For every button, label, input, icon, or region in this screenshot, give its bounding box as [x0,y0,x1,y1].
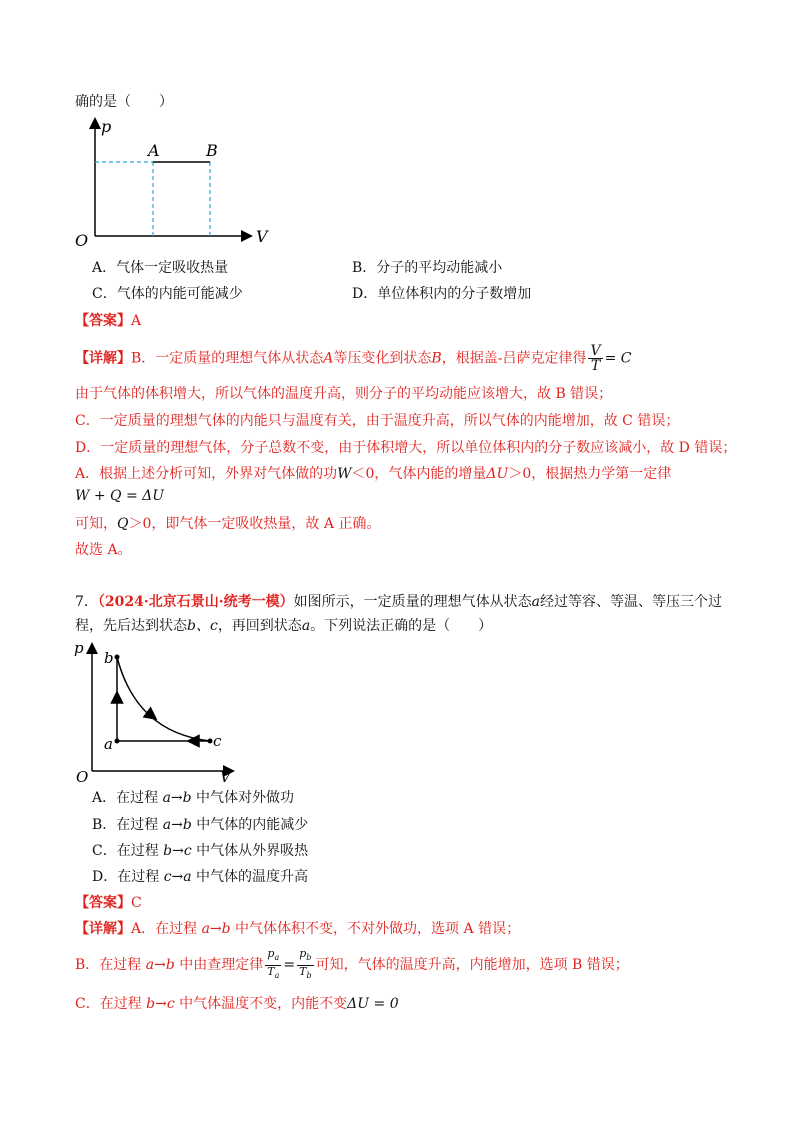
q6-option-b[interactable]: B．分子的平均动能减小 [352,260,503,276]
q7-point-c [208,739,213,744]
q7-fraction-pb-tb: $\frac{p_b}{T_b}$ [299,947,312,980]
q6-option-d[interactable]: D．单位体积内的分子数增加 [352,286,532,302]
q6-detail-line8: 故选 A。 [75,542,132,558]
q7-point-b [115,655,120,660]
q6-pv-graph [70,110,280,250]
q7-pv-graph [70,637,250,787]
q7-option-a[interactable]: A．在过程 a→b 中气体对外做功 [92,790,295,806]
q7-fraction-pa-ta: $\frac{p_a}{T_a}$ [267,947,280,980]
q7-option-b[interactable]: B．在过程 a→b 中气体的内能减少 [92,817,309,833]
q7-option-c[interactable]: C．在过程 b→c 中气体从外界吸热 [92,843,309,859]
q7-label-o: O [76,768,89,786]
q6-label-a: A [148,141,160,160]
q6-detail-line2: 由于气体的体积增大，所以气体的温度升高，则分子的平均动能应该增大，故 B 错误； [75,386,613,402]
q6-detail-line7: 可知，Q＞0，即气体一定吸收热量，故 A 正确。 [75,516,381,532]
q6-label-b: B [206,141,218,160]
q7-number: 7． [75,594,98,610]
q7-answer-value: C [131,895,142,911]
q7-label-p: p [74,639,84,657]
q6-answer [75,311,141,331]
q7-label-a: a [104,735,113,753]
q7-option-d[interactable]: D．在过程 c→a 中气体的温度升高 [92,869,309,885]
q6-formula: W + Q = ΔU [75,488,165,504]
q6-option-a[interactable]: A．气体一定吸收热量 [92,260,229,276]
q6-option-c[interactable]: C．气体的内能可能减少 [92,286,243,302]
q6-label-p: p [101,117,112,136]
q7-detail-b: B．在过程 a→b 中由查理定律 $\frac{p_a}{T_a}$ = $\frac{p_b}{T_b}$ 可知，气体的温度升高，内能增加，选项 B 错误； [75,947,629,980]
q7-stem-line2: 程，先后达到状态b、c，再回到状态a。下列说法正确的是（ ） [75,618,493,634]
q7-point-a [115,739,120,744]
q6-detail-line1: 【详解】B．一定质量的理想气体从状态A等压变化到状态B，根据盖-吕萨克定律得 $\frac{V}{T}$ = C [75,343,632,374]
q7-stem-line1: 7．（2024·北京石景山·统考一模）如图所示，一定质量的理想气体从状态a经过等容、等温、等压三个过 [75,594,722,610]
q6-stem-tail: 确的是（ ） [75,94,173,110]
q7-label-b: b [104,649,114,667]
q6-detail-line5: A．根据上述分析可知，外界对气体做的功W＜0，气体内能的增量ΔU＞0，根据热力学第一定律 [75,466,672,482]
q6-label-v: V [256,227,268,246]
q7-label-v: V [220,768,231,786]
q7-answer: 【答案】C [75,895,142,911]
q6-detail-line3: C．一定质量的理想气体的内能只与温度有关，由于温度升高，所以气体的内能增加，故 C 错误； [75,413,680,429]
q7-detail-a: 【详解】A．在过程 a→b 中气体体积不变，不对外做功，选项 A 错误； [75,921,521,937]
q6-answer-tag: 【答案】 [75,313,131,329]
q7-process-bc [117,657,210,741]
q7-source: （2024·北京石景山·统考一模） [97,594,294,610]
q6-label-o: O [75,231,89,250]
q7-detail-c: C．在过程 b→c 中气体温度不变，内能不变ΔU = 0 [75,996,399,1012]
q6-answer-value: A [131,313,142,329]
q7-label-c: c [213,732,222,750]
q6-detail-line4: D．一定质量的理想气体，分子总数不变，由于体积增大，所以单位体积内的分子数应该减小，故 D 错误； [75,440,737,456]
q6-fraction-v-over-t: $\frac{V}{T}$ [590,343,601,374]
